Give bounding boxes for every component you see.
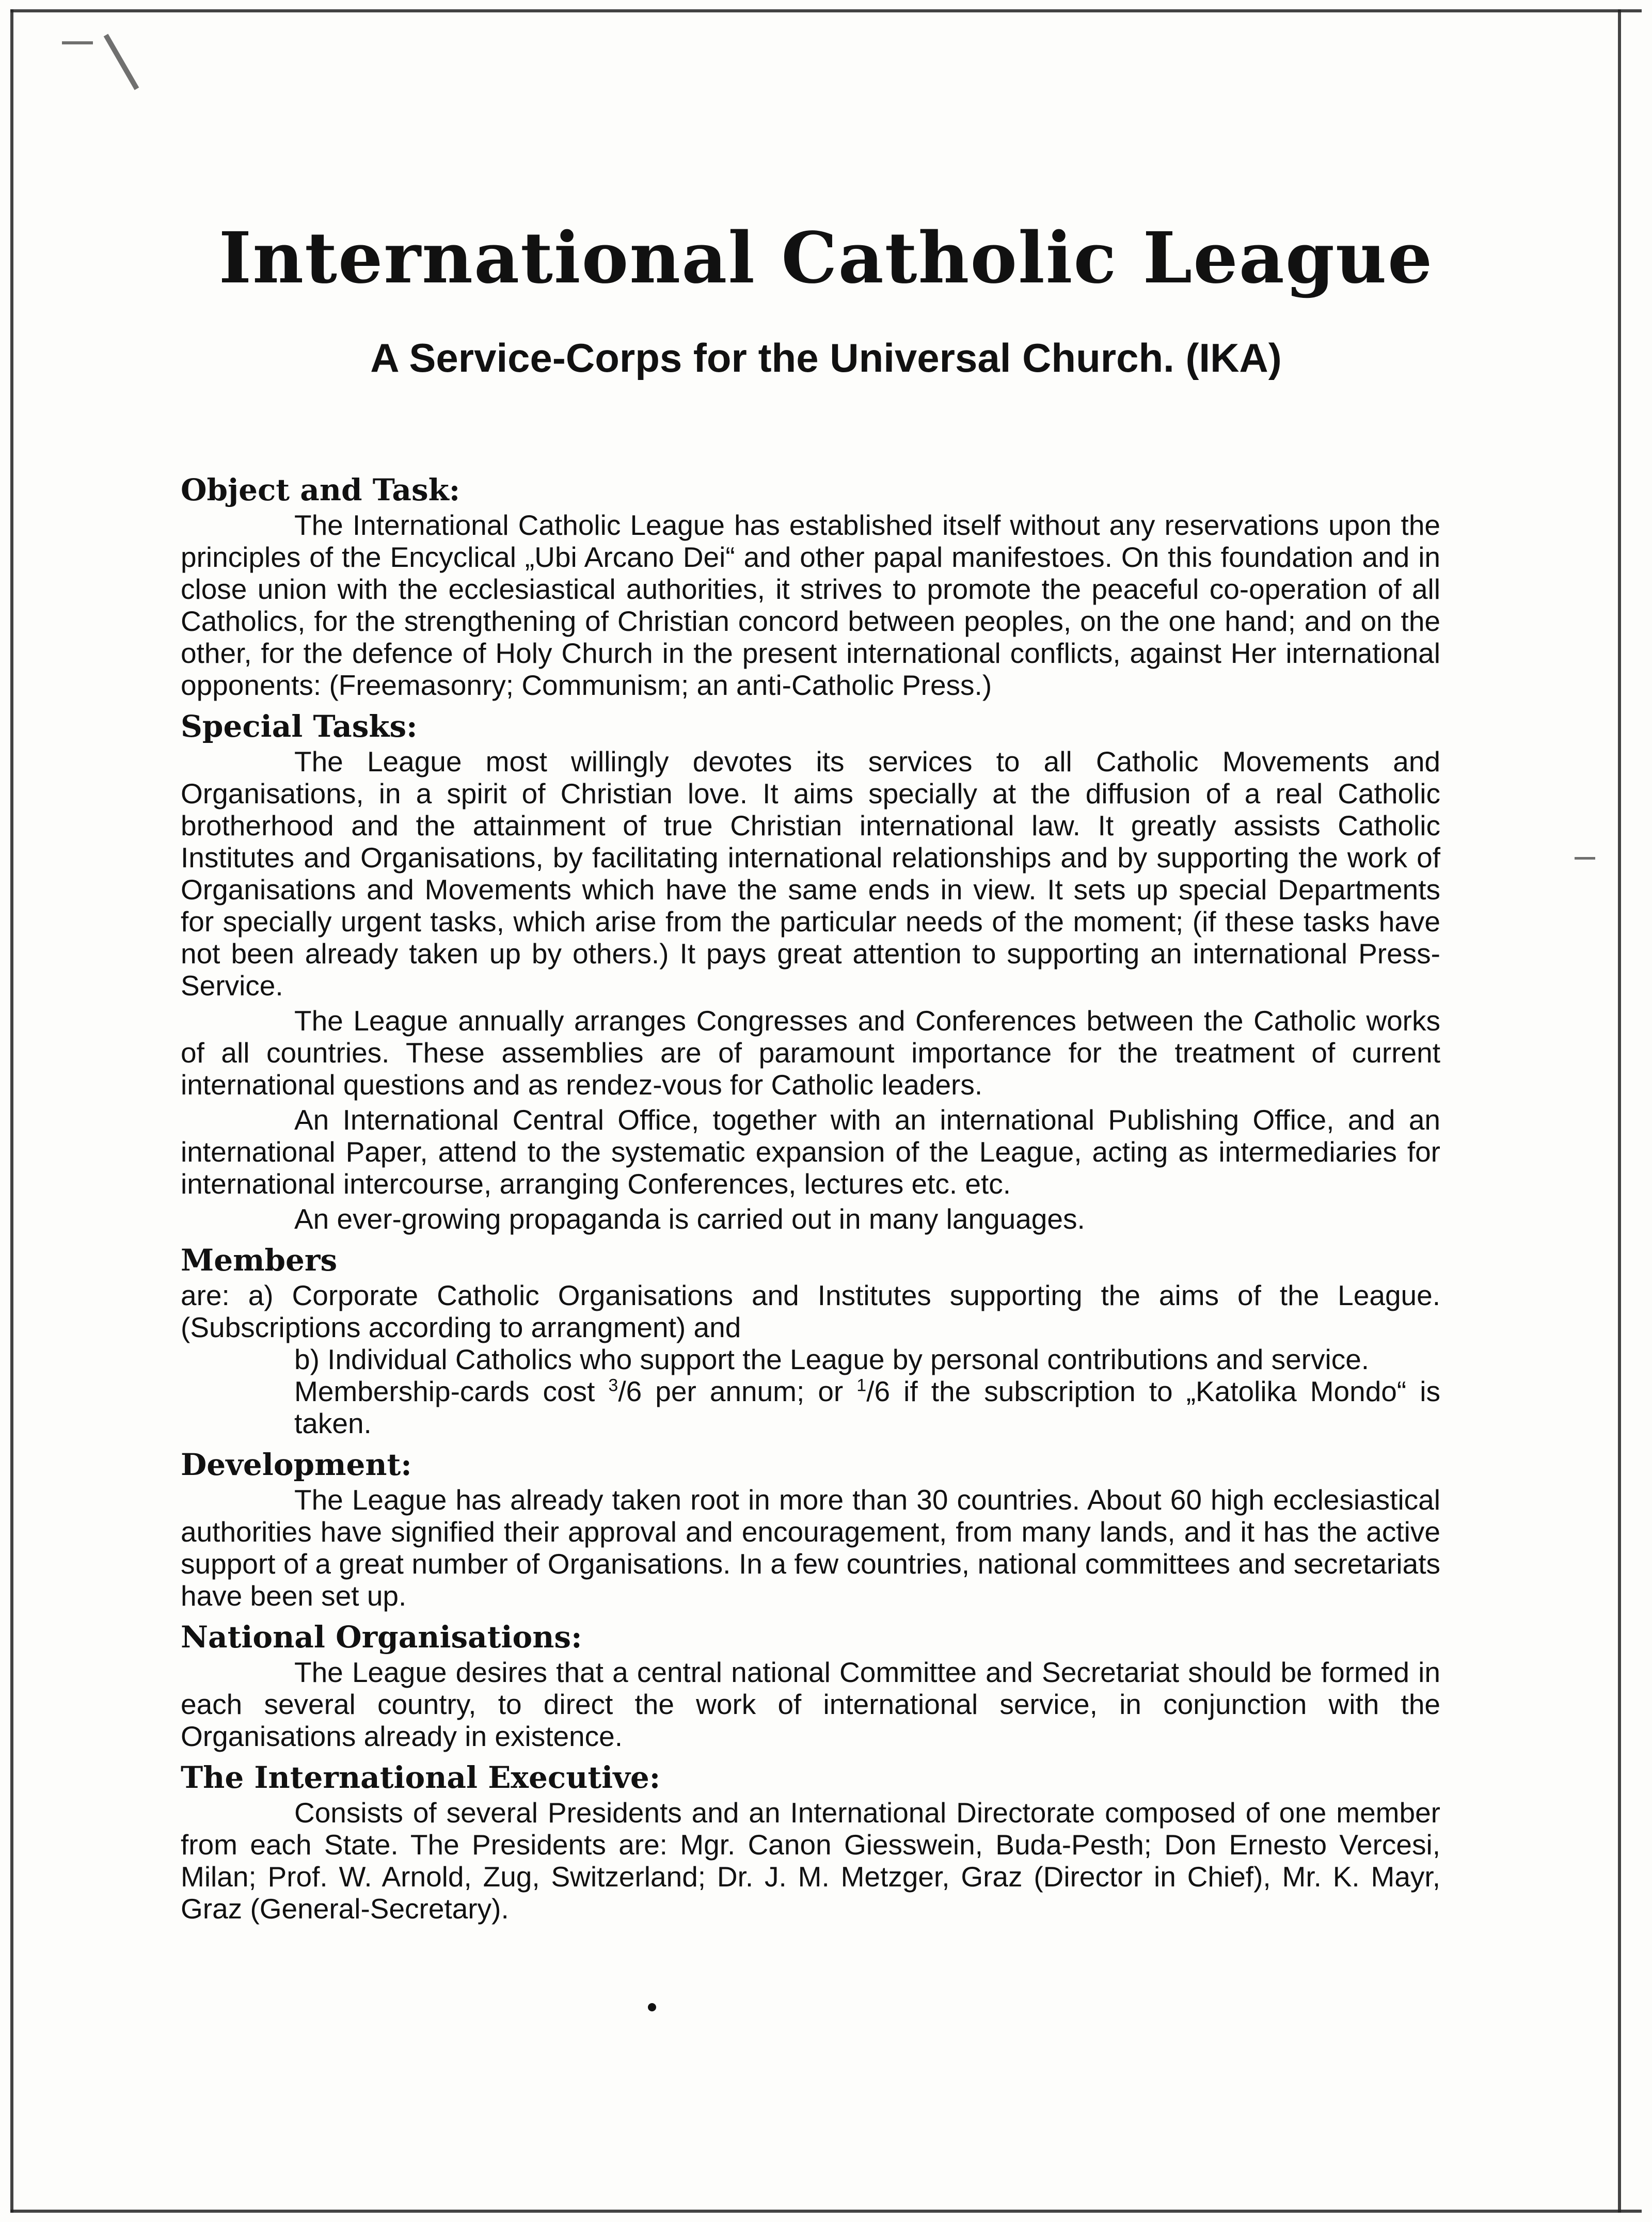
document-body: [181, 465, 1440, 1928]
national-organisations-paragraph: The League desires that a central national Committee and Secretariat should be formed in each several country, to direct the work of international service, in conjunction with the Organisations already in existence.: [181, 1656, 1440, 1752]
special-tasks-paragraph-1: The League most willingly devotes its services to all Catholic Movements and Organisations, in a spirit of Christian love. It aims specially at the diffusion of a real Catholic brotherhood and the attainment of true Christian international law. It greatly assists Catholic Institutes and Organisations, by facilitating international relationships and by supporting the work of Organisations and Movements which have the same ends in view. It sets up special Departments for specially urgent tasks, which arise from the particular needs of the moment; (if these tasks have not been already taken up by others.) It pays great attention to supporting an international Press-Service.: [181, 745, 1440, 1002]
membership-cards-line: [181, 1375, 1440, 1439]
scan-artifact: [104, 34, 139, 90]
development-paragraph: The League has already taken root in more than 30 countries. About 60 high ecclesiastical authorities have signified their approval and encouragement, from many lands, and it has the active support of a great number of Organisations. In a few countries, national committees and secretariats have been set up.: [181, 1484, 1440, 1612]
page-border-bottom: [10, 2210, 1642, 2213]
section-heading-international-executive: The International Executive:: [181, 1760, 661, 1795]
cards-prefix: Membership-cards cost: [294, 1375, 595, 1407]
cards-mid: per annum; or: [655, 1375, 844, 1407]
page-border-top: [10, 9, 1642, 12]
cards-price-1-denominator: /6: [618, 1375, 642, 1407]
section-heading-national-organisations: National Organisations:: [181, 1620, 582, 1655]
section-heading-special-tasks: Special Tasks:: [181, 709, 418, 744]
international-executive-paragraph: Consists of several Presidents and an International Directorate composed of one member from each State. The Presidents are: Mgr. Canon Giesswein, Buda-Pesth; Don Ernesto Vercesi, Milan; Prof. W. Arnold, Zug, Switzerland; Dr. J. M. Metzger, Graz (Director in Chief), Mr. K. Mayr, Graz (General-Secretary).: [181, 1797, 1440, 1925]
section-heading-members: Members: [181, 1243, 338, 1278]
object-paragraph: The International Catholic League has established itself without any reservations upon the principles of the Encyclical „Ubi Arcano Dei“ and other papal manifestoes. On this foundation and in close union with the ecclesiastical authorities, it strives to promote the peaceful co-operation of all Catholics, for the strengthening of Christian concord between peoples, on the one hand; and on the other, for the defence of Holy Church in the present international conflicts, against Her international opponents: (Freemasonry; Communism; an anti-Catholic Press.): [181, 509, 1440, 701]
document-title: International Catholic League: [218, 217, 1434, 299]
scan-artifact: [1575, 857, 1595, 860]
special-tasks-paragraph-2: The League annually arranges Congresses and Conferences between the Catholic works of all countries. These assemblies are of paramount importance for the treatment of current international questions and as rendez-vous for Catholic leaders.: [181, 1005, 1440, 1101]
cards-suffix: if the subscription to „Katolika Mondo“ is taken.: [294, 1375, 1440, 1439]
special-tasks-paragraph-4: An ever-growing propaganda is carried out in many languages.: [294, 1203, 1085, 1235]
ink-dot: [648, 2003, 656, 2011]
cards-price-1-numerator: 3: [608, 1375, 618, 1395]
special-tasks-paragraph-3: An International Central Office, together with an international Publishing Office, and an international Paper, attend to the systematic expansion of the League, acting as intermediaries for international intercourse, arranging Conferences, lectures etc. etc.: [181, 1104, 1440, 1200]
section-heading-development: Development:: [181, 1447, 412, 1482]
document-subtitle: A Service-Corps for the Universal Church. (IKA): [370, 335, 1282, 380]
cards-price-2-numerator: 1: [856, 1375, 867, 1395]
cards-price-2-denominator: /6: [866, 1375, 891, 1407]
members-line-a-text: are: a) Corporate Catholic Organisations and Institutes supporting the aims of the League. (Subscriptions according to arrangment) and: [181, 1279, 1440, 1343]
section-heading-object: Object and Task:: [181, 472, 460, 507]
members-line-b-text: b) Individual Catholics who support the League by personal contributions and service.: [294, 1343, 1370, 1375]
members-line-b: [181, 1343, 1440, 1375]
members-line-a: [181, 1279, 1440, 1343]
scan-artifact: [62, 41, 93, 44]
